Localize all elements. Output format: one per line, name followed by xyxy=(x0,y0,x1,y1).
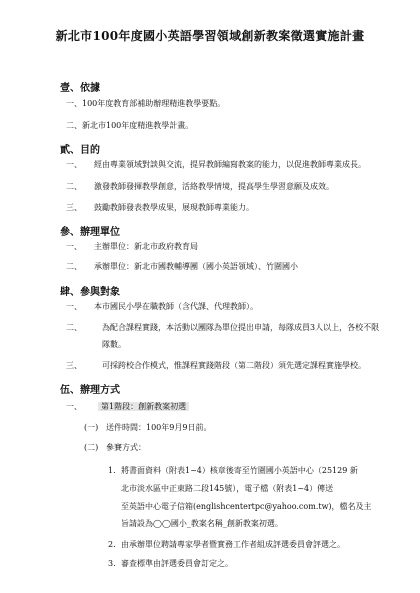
participant-item-3-marker: 三、 xyxy=(66,361,82,370)
participant-item-2-line-1: 為配合課程實踐，本活動以團隊為單位提出申請，每隊成員3人以上，各校不限 xyxy=(102,323,380,332)
step-3-text: 審查標準由評選委員會訂定之。 xyxy=(121,559,233,568)
purpose-item-1-text: 經由專業領域對談與交流，提昇教師編寫教案的能力，以促進教師專業成長。 xyxy=(94,160,366,169)
purpose-item-2-text: 激發教師發揮教學創意，活絡教學情境，提高學生學習意願及成效。 xyxy=(94,182,334,191)
stage-1-marker: 一、 xyxy=(66,402,82,411)
organizer-item-2-text: 承辦單位：新北市國教輔導團（國小英語領域）、竹圍國小 xyxy=(94,262,298,271)
method-subitem-2-text: 參賽方式： xyxy=(106,443,146,452)
purpose-item-2-marker: 二、 xyxy=(66,182,82,191)
step-1-line-1: 將書面資料（附表1~4）核章後寄至竹圍國小英語中心（25129 新 xyxy=(121,466,358,475)
section-heading-purpose: 貳、目的 xyxy=(60,145,100,156)
document-title: 新北市100年度國小英語學習領域創新教案徵選實施計畫 xyxy=(55,29,365,43)
step-2-marker: 2. xyxy=(108,540,116,549)
basis-item-2: 二、新北市100年度精進教學計畫。 xyxy=(66,121,194,130)
purpose-item-3-text: 鼓勵教師發表教學成果，展現教師專業能力。 xyxy=(94,203,254,212)
participant-item-2-marker: 二、 xyxy=(66,323,82,332)
organizer-item-2-marker: 二、 xyxy=(66,262,82,271)
purpose-item-1-marker: 一、 xyxy=(66,160,82,169)
participant-item-1-text: 本市國民小學在職教師（含代課、代理教師）。 xyxy=(94,302,258,311)
stage-1-text: 第1階段：創新教案初選 xyxy=(98,402,189,411)
step-1-line-3: 至英語中心電子信箱(englishcentertpc@yahoo.com.tw)，檔名及主 xyxy=(121,502,372,511)
step-2-text: 由承辦單位聘請專家學者暨實務工作者組成評選委員會評選之。 xyxy=(121,540,345,549)
organizer-item-1-text: 主辦單位：新北市政府教育局 xyxy=(94,242,198,251)
purpose-item-3-marker: 三、 xyxy=(66,203,82,212)
step-3-marker: 3. xyxy=(108,559,116,568)
section-heading-organizers: 參、辦理單位 xyxy=(60,227,120,238)
participant-item-1-marker: 一、 xyxy=(66,302,82,311)
method-subitem-1-marker: (一) xyxy=(84,423,99,432)
section-heading-basis: 壹、依據 xyxy=(60,83,100,94)
step-1-line-2: 北市淡水區中正東路二段145號），電子檔（附表1~4）傳送 xyxy=(121,484,334,493)
participant-item-2-line-2: 隊數。 xyxy=(102,340,126,349)
participant-item-3-text: 可採跨校合作模式，惟課程實踐階段（第二階段）須先選定課程實施學校。 xyxy=(102,361,366,370)
stage-1-label xyxy=(98,402,189,412)
section-heading-participants: 肆、參與對象 xyxy=(60,287,120,298)
basis-item-1: 一、100年度教育部補助辦理精進教學要點。 xyxy=(66,99,226,108)
method-subitem-1-text: 送件時間：100年9月9日前。 xyxy=(106,423,212,432)
method-subitem-2-marker: (二) xyxy=(84,443,99,452)
step-1-line-4: 旨請設為◯◯國小_教案名稱_創新教案初選。 xyxy=(121,519,283,528)
section-heading-method: 伍、辦理方式 xyxy=(60,385,120,396)
organizer-item-1-marker: 一、 xyxy=(66,242,82,251)
step-1-marker: 1. xyxy=(108,466,116,475)
